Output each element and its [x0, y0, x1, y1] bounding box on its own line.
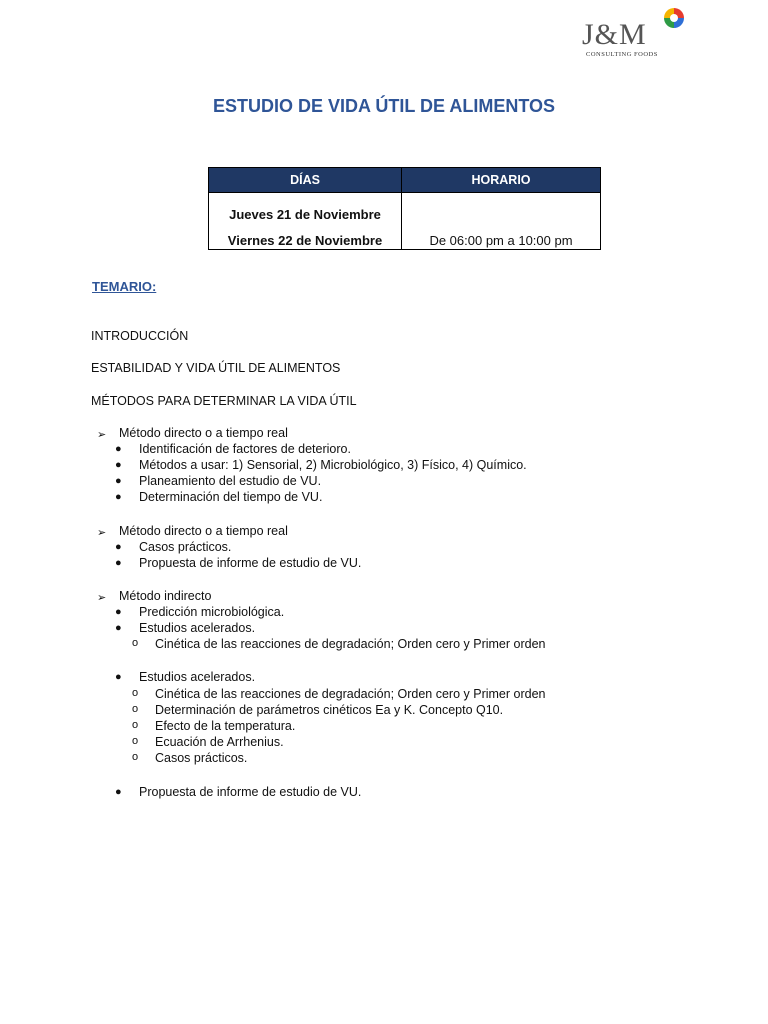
bullet-icon: ●	[115, 541, 122, 553]
list-item: Método directo o a tiempo real	[119, 426, 288, 440]
list-item: Método directo o a tiempo real	[119, 524, 288, 538]
bullet-icon: ●	[115, 491, 122, 503]
time-cell: De 06:00 pm a 10:00 pm	[402, 193, 601, 250]
list-item: Métodos a usar: 1) Sensorial, 2) Microbiológico, 3) Físico, 4) Químico.	[139, 458, 527, 472]
list-item: Casos prácticos.	[155, 751, 248, 765]
company-logo	[578, 6, 690, 62]
list-item: Propuesta de informe de estudio de VU.	[139, 556, 362, 570]
arrow-bullet-icon: ➢	[97, 592, 107, 604]
list-item: Ecuación de Arrhenius.	[155, 735, 284, 749]
circle-bullet-icon: o	[132, 703, 139, 715]
list-item: Cinética de las reacciones de degradación; Orden cero y Primer orden	[155, 637, 546, 651]
bullet-icon: ●	[115, 557, 122, 569]
temario-heading: TEMARIO:	[92, 279, 157, 294]
list-item: Casos prácticos.	[139, 540, 232, 554]
circle-bullet-icon: o	[132, 751, 139, 763]
list-item: Propuesta de informe de estudio de VU.	[139, 785, 362, 799]
day-cell: Viernes 22 de Noviembre	[209, 223, 402, 250]
logo-subtitle: CONSULTING FOODS	[586, 51, 658, 58]
circle-bullet-icon: o	[132, 637, 139, 649]
logo-circle-icon	[664, 8, 684, 28]
logo-name: J&M	[582, 18, 647, 51]
list-item: Identificación de factores de deterioro.	[139, 442, 351, 456]
schedule-header: HORARIO	[402, 168, 601, 193]
list-item: Estudios acelerados.	[139, 670, 256, 684]
section-heading: INTRODUCCIÓN	[91, 329, 189, 343]
day-cell: Jueves 21 de Noviembre	[209, 193, 402, 224]
list-item: Predicción microbiológica.	[139, 605, 285, 619]
bullet-icon: ●	[115, 606, 122, 618]
section-heading: MÉTODOS PARA DETERMINAR LA VIDA ÚTIL	[91, 394, 357, 408]
bullet-icon: ●	[115, 443, 122, 455]
circle-bullet-icon: o	[132, 687, 139, 699]
list-item: Determinación del tiempo de VU.	[139, 490, 323, 504]
section-heading: ESTABILIDAD Y VIDA ÚTIL DE ALIMENTOS	[91, 361, 341, 375]
list-item: Efecto de la temperatura.	[155, 719, 296, 733]
document-title: ESTUDIO DE VIDA ÚTIL DE ALIMENTOS	[212, 96, 556, 116]
circle-bullet-icon: o	[132, 719, 139, 731]
arrow-bullet-icon: ➢	[97, 527, 107, 539]
circle-bullet-icon: o	[132, 735, 139, 747]
list-item: Método indirecto	[119, 589, 212, 603]
list-item: Planeamiento del estudio de VU.	[139, 474, 322, 488]
list-item: Cinética de las reacciones de degradación; Orden cero y Primer orden	[155, 687, 546, 701]
list-item: Determinación de parámetros cinéticos Ea y K. Concepto Q10.	[155, 703, 504, 717]
list-item: Estudios acelerados.	[139, 621, 256, 635]
arrow-bullet-icon: ➢	[97, 429, 107, 441]
bullet-icon: ●	[115, 622, 122, 634]
bullet-icon: ●	[115, 671, 122, 683]
bullet-icon: ●	[115, 475, 122, 487]
schedule-table	[208, 167, 601, 250]
days-header: DÍAS	[209, 168, 402, 193]
bullet-icon: ●	[115, 786, 122, 798]
bullet-icon: ●	[115, 459, 122, 471]
